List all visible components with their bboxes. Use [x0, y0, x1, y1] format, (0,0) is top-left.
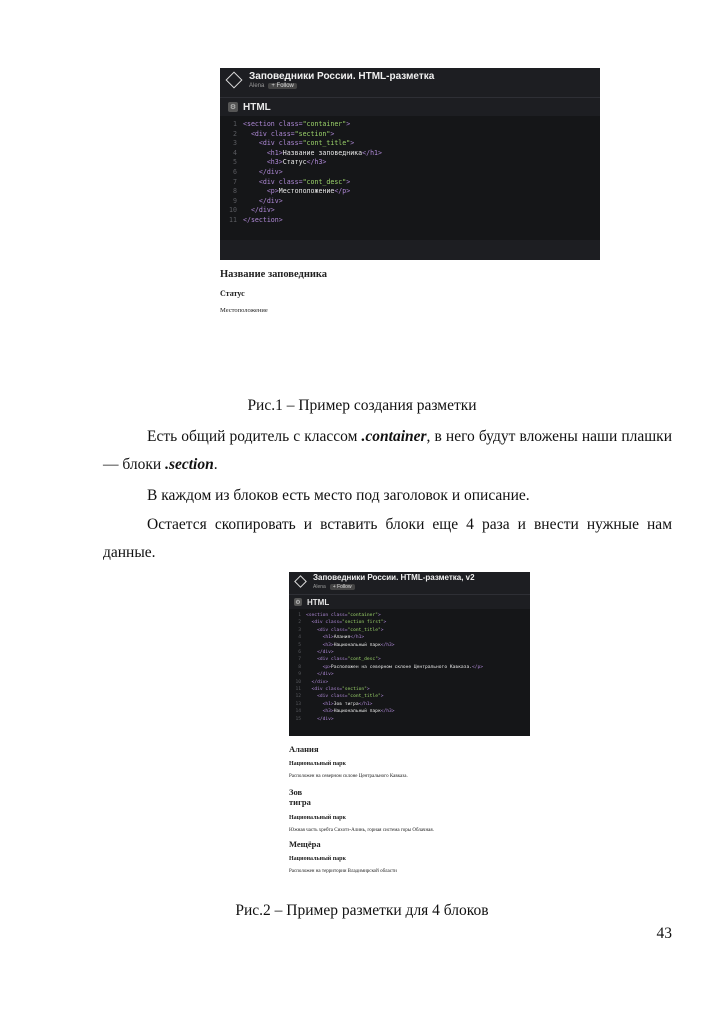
preview-subheading: Национальный парк [289, 761, 346, 767]
code-line: 11 </section> [229, 215, 283, 224]
gear-icon[interactable]: ⚙ [295, 599, 301, 606]
preview-text: Расположен на территории Владимирской области [289, 869, 397, 874]
code-line: 6 </div> [294, 649, 530, 656]
line-number: 11 [229, 215, 237, 224]
pen-header [289, 572, 530, 594]
code-editor[interactable] [220, 116, 600, 240]
line-number: 7 [298, 657, 301, 663]
render-preview-2 [289, 744, 529, 890]
code-line: 11 <div class= "section" > [295, 687, 370, 693]
render-preview-1 [220, 269, 327, 314]
code-line: 8 <p> Местоположение </p> [228, 187, 600, 197]
code-line: 12 <div class= "cont_title" > [295, 694, 384, 700]
line-number: 1 [298, 613, 301, 618]
line-number: 4 [233, 148, 237, 157]
codepen-panel-1 [220, 68, 600, 260]
code-line: 3 <div class= "cont_title" > [228, 139, 600, 149]
line-number: 4 [298, 635, 301, 641]
code-line: 7 <div class= "cont_desc" > [228, 178, 600, 188]
pen-title: Заповедники России. HTML-разметка, v2 [313, 573, 475, 582]
code-line: 13 <h1> Зов тигра </h1> [295, 701, 373, 707]
code-line: 9 </div> [294, 671, 530, 678]
line-number: 6 [298, 650, 301, 656]
pen-title: Заповедники России. HTML-разметка [249, 71, 435, 82]
line-number: 2 [298, 620, 301, 626]
line-number: 9 [233, 196, 237, 205]
line-number: 1 [233, 120, 237, 128]
follow-button[interactable]: + Follow [330, 584, 355, 590]
line-number: 6 [233, 167, 237, 176]
gear-icon[interactable]: ⚙ [229, 104, 237, 111]
preview-heading: Название заповедника [220, 269, 328, 280]
pen-author: Alena [313, 583, 326, 590]
codepen-logo-icon [294, 575, 307, 588]
line-number: 14 [295, 709, 301, 715]
line-number: 8 [298, 664, 301, 670]
figure-caption-1: Рис.1 – Пример создания разметки [247, 397, 477, 414]
editor-tab-html[interactable] [220, 98, 600, 116]
preview-text: Расположен на северном склоне Центрального Кавказа. [289, 774, 408, 779]
figure-caption-2: Рис.2 – Пример разметки для 4 блоков [235, 902, 489, 919]
code-line: 9 </div> [228, 197, 600, 207]
code-line: 1 <section class= "container" > [294, 612, 530, 619]
code-line: 3 <div class= "cont_title" > [294, 627, 530, 634]
page-number: 43 [656, 925, 672, 942]
codepen-logo-icon [226, 72, 243, 89]
preview-text: Местоположение [220, 307, 268, 314]
code-line: 5 <h3> Национальный парк </h3> [294, 642, 530, 649]
code-line: 4 <h1> Название заповедника </h1> [228, 149, 600, 159]
line-number: 12 [295, 694, 301, 700]
code-line: 10 </div> [295, 679, 329, 685]
preview-subheading: Статус [220, 289, 245, 298]
code-line: 15 </div> [295, 716, 334, 722]
code-line: 6 </div> [228, 168, 600, 178]
follow-button[interactable]: + Follow [268, 83, 297, 89]
line-number: 10 [295, 679, 301, 685]
tab-label: HTML [307, 597, 330, 607]
code-line: 10 </div> [229, 206, 275, 215]
code-line: 7 <div class= "cont_desc" > [294, 656, 530, 663]
code-line: 14 <h3> Национальный парк </h3> [295, 709, 395, 715]
line-number: 8 [233, 187, 237, 196]
code-line: 1 <section class= "container" > [228, 120, 600, 130]
code-line: 4 <h1> Алания </h1> [294, 634, 530, 641]
preview-text: Южная часть хребта Сихотэ-Алинь, горная система горы Облачная. [289, 828, 434, 833]
line-number: 5 [233, 158, 237, 167]
paragraph-2: В каждом из блоков есть место под заголовок и описание. [147, 487, 530, 504]
line-number: 11 [295, 687, 301, 693]
line-number: 10 [229, 206, 237, 215]
preview-heading: Зов тигра [289, 787, 311, 807]
preview-heading: Алания [289, 744, 319, 754]
line-number: 5 [298, 642, 301, 648]
preview-heading: Мещёра [289, 839, 321, 849]
code-editor[interactable] [289, 609, 530, 736]
pen-header [220, 68, 600, 97]
editor-tab-html[interactable] [289, 595, 530, 609]
preview-subheading: Национальный парк [289, 856, 346, 862]
line-number: 2 [233, 129, 237, 138]
paragraph-1: Есть общий родитель с классом .container, в него будут вложены наши плашки — блоки .section. [103, 428, 673, 473]
pen-author: Alena [249, 83, 265, 89]
code-line: 2 <div class= "section first" > [294, 619, 530, 626]
code-line: 2 <div class= "section" > [228, 130, 600, 140]
line-number: 15 [295, 716, 301, 722]
codepen-panel-2 [289, 572, 530, 736]
line-number: 9 [298, 672, 301, 678]
line-number: 3 [298, 627, 301, 633]
line-number: 7 [233, 177, 237, 186]
preview-subheading: Национальный парк [289, 815, 346, 821]
line-number: 3 [233, 139, 237, 148]
paragraph-3: Остается скопировать и вставить блоки еще 4 раза и внести нужные нам данные. [103, 516, 672, 561]
line-number: 13 [295, 701, 301, 707]
code-line: 8 <p> Расположен на северном склоне Центрального Кавказа. </p> [294, 664, 530, 671]
tab-label: HTML [243, 101, 271, 113]
code-line: 5 <h3> Статус </h3> [228, 158, 600, 168]
